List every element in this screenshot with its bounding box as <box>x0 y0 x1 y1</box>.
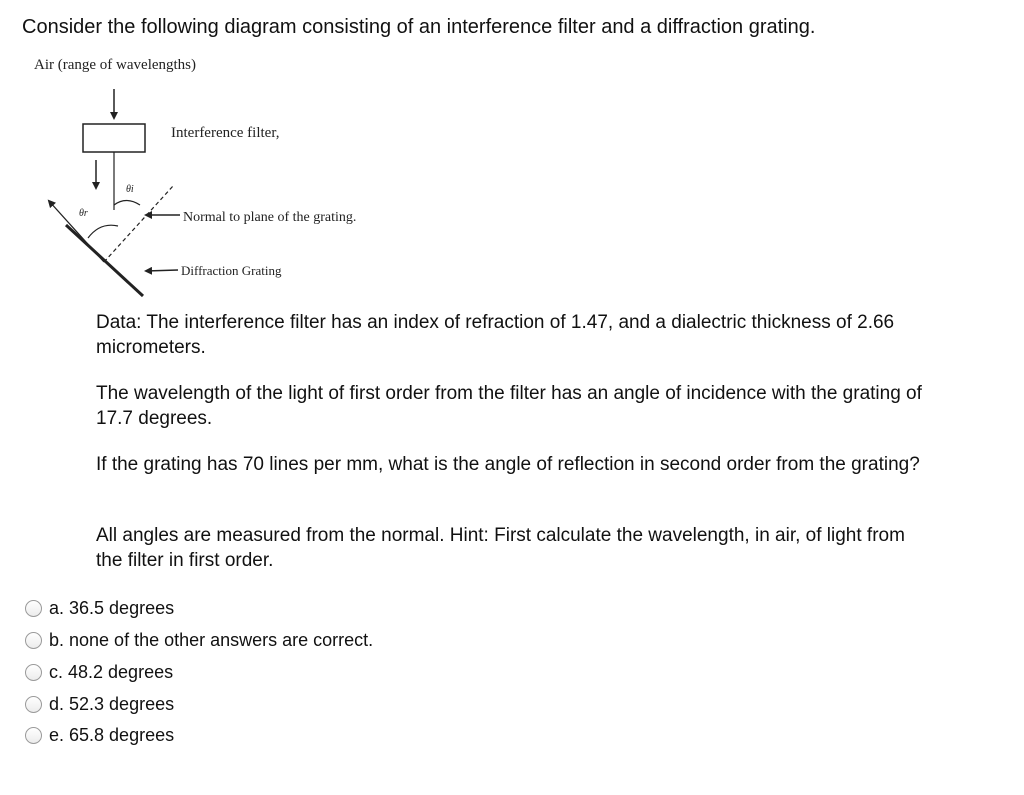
air-label: Air (range of wavelengths) <box>34 57 197 73</box>
hint-paragraph: All angles are measured from the normal. Hint: First calculate the wavelength, in air, of light from the filter in first order. <box>96 525 905 571</box>
reflected-ray <box>49 201 104 262</box>
option-e-label[interactable]: e. 65.8 degrees <box>49 725 175 746</box>
option-c[interactable] <box>25 657 373 689</box>
radio-option-d[interactable] <box>25 696 42 713</box>
radio-option-c[interactable] <box>25 664 42 681</box>
option-a-label[interactable]: a. 36.5 degrees <box>49 598 175 619</box>
option-e[interactable] <box>25 720 373 752</box>
radio-option-b[interactable] <box>25 632 42 649</box>
option-b-label[interactable]: b. none of the other answers are correct. <box>49 630 374 651</box>
grating-pointer-arrow <box>146 270 178 271</box>
radio-option-a[interactable] <box>25 600 42 617</box>
question-paragraph: If the grating has 70 lines per mm, what is the angle of reflection in second order from the grating? <box>96 454 920 475</box>
option-b[interactable] <box>25 625 373 657</box>
radio-option-e[interactable] <box>25 727 42 744</box>
reflection-angle-arc <box>88 225 118 238</box>
option-d-label[interactable]: d. 52.3 degrees <box>49 693 175 714</box>
interference-filter-box <box>83 124 145 152</box>
diffraction-grating <box>66 225 143 296</box>
option-d[interactable] <box>25 688 373 720</box>
option-a[interactable] <box>25 593 373 625</box>
incidence-paragraph: The wavelength of the light of first order from the filter has an angle of incidence with the grating of 17.7 degrees. <box>96 383 922 429</box>
filter-label: Interference filter, <box>171 125 280 141</box>
question-title: Consider the following diagram consisting of an interference filter and a diffraction grating. <box>22 16 816 38</box>
theta-reflection-symbol: θr <box>79 208 88 219</box>
answer-options <box>25 593 373 752</box>
incidence-angle-arc <box>114 201 140 206</box>
normal-label: Normal to plane of the grating. <box>183 210 357 225</box>
option-c-label[interactable]: c. 48.2 degrees <box>49 661 174 682</box>
theta-incidence-symbol: θi <box>126 184 134 195</box>
grating-label: Diffraction Grating <box>181 263 282 278</box>
data-paragraph: Data: The interference filter has an index of refraction of 1.47, and a dialectric thickness of 2.66 micrometers. <box>96 312 895 358</box>
